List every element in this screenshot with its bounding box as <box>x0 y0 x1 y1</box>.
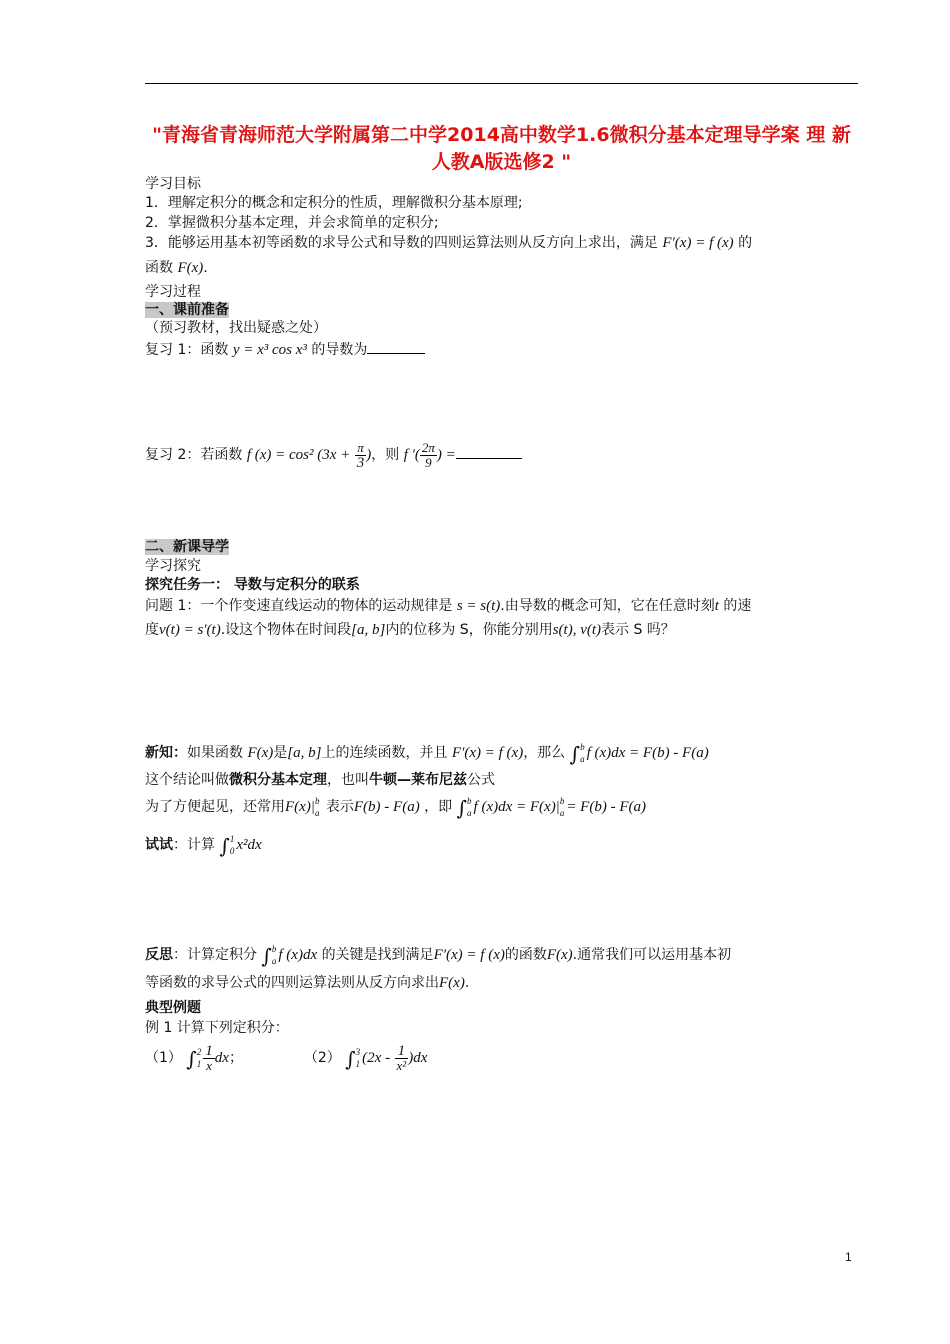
explore-heading: 学习探究 <box>145 558 201 574</box>
task-heading: 探究任务一： 导数与定积分的联系 <box>145 577 360 593</box>
section2-heading: 二、新课导学 <box>145 539 229 555</box>
integral-sign: ∫ <box>456 796 468 820</box>
integral-sign: ∫ <box>219 834 230 858</box>
new-knowledge: 新知：如果函数 F(x)是[a, b]上的连续函数，并且 F′(x) = f (x)，那么 ∫ b a f (x)dx = F(b) - F(a) <box>145 742 709 766</box>
one-over-x-squared-fraction: $\frac{1}{\text{x²}}$ <box>396 1042 407 1073</box>
goals-heading: 学习目标 <box>145 176 201 192</box>
examples-heading: 典型例题 <box>145 1000 201 1016</box>
one-over-x-fraction: $\frac{1}{x}$ <box>205 1042 213 1073</box>
review-2: 复习 2：若函数 f (x) = cos² (3x + $\frac{\pi}{3}$ )，则 f ′( $\frac{2\pi}{9}$ ) = <box>145 440 522 470</box>
two-pi-over-9-fraction: $\frac{2\pi}{9}$ <box>421 439 435 470</box>
example-1-parts: （1） ∫ 2 1 $\frac{1}{x}$ dx； （2） ∫ 3 1 (2x - $\frac{1}{\text{x²}}$ )dx <box>145 1042 428 1073</box>
notation-convention: 为了方便起见，还常用F(x)| b a 表示F(b) - F(a) ，即 ∫ b a f (x)dx = F(x)| b a = F(b) - F(a) <box>145 796 646 820</box>
goal-item-3-cont: 函数 F(x). <box>145 260 208 276</box>
question-1-cont: 度v(t) = s′(t).设这个物体在时间段[a, b]内的位移为 S，你能分别用s(t), v(t)表示 S 吗？ <box>145 622 675 638</box>
goal-item-2: 2．掌握微积分基本定理，并会求简单的定积分; <box>145 215 439 231</box>
header-rule <box>145 83 858 84</box>
page-number: 1 <box>845 1250 852 1264</box>
answer-blank[interactable] <box>367 341 425 354</box>
answer-blank[interactable] <box>456 446 522 459</box>
process-heading: 学习过程 <box>145 284 201 300</box>
document-title: "青海省青海师范大学附属第二中学2014高中数学1.6微积分基本定理导学案 理 新人教A版选修2 " <box>152 124 851 173</box>
goal-item-1: 1．理解定积分的概念和定积分的性质，理解微积分基本原理; <box>145 195 523 211</box>
integral-sign: ∫ <box>261 944 272 968</box>
try-exercise: 试试：计算 ∫ 1 0 x²dx <box>145 834 262 858</box>
review-1: 复习 1：函数 y = x³ cos x³ 的导数为 <box>145 340 425 360</box>
reflection: 反思：计算定积分 ∫ b a f (x)dx 的关键是找到满足F′(x) = f (x)的函数F(x).通常我们可以运用基本初 <box>145 944 732 968</box>
pi-over-3-fraction: $\frac{\pi}{3}$ <box>356 439 365 471</box>
question-1: 问题 1：一个作变速直线运动的物体的运动规律是 s = s(t).由导数的概念可知，它在任意时刻t 的速 <box>145 598 752 614</box>
section1-note: （预习教材，找出疑惑之处） <box>145 320 327 336</box>
goal-item-3: 3．能够运用基本初等函数的求导公式和导数的四则运算法则从反方向上求出，满足 F′(x) = f (x) 的 <box>145 235 753 251</box>
reflection-cont: 等函数的求导公式的四则运算法则从反方向求出F(x). <box>145 975 470 991</box>
section1-heading: 一、课前准备 <box>145 302 229 318</box>
example-1: 例 1 计算下列定积分： <box>145 1020 289 1036</box>
theorem-statement: 这个结论叫做微积分基本定理，也叫牛顿—莱布尼兹公式 <box>145 772 495 788</box>
integral-sign: ∫ <box>345 1047 356 1071</box>
integral-sign: ∫ <box>569 742 581 766</box>
integral-sign: ∫ <box>186 1047 197 1071</box>
